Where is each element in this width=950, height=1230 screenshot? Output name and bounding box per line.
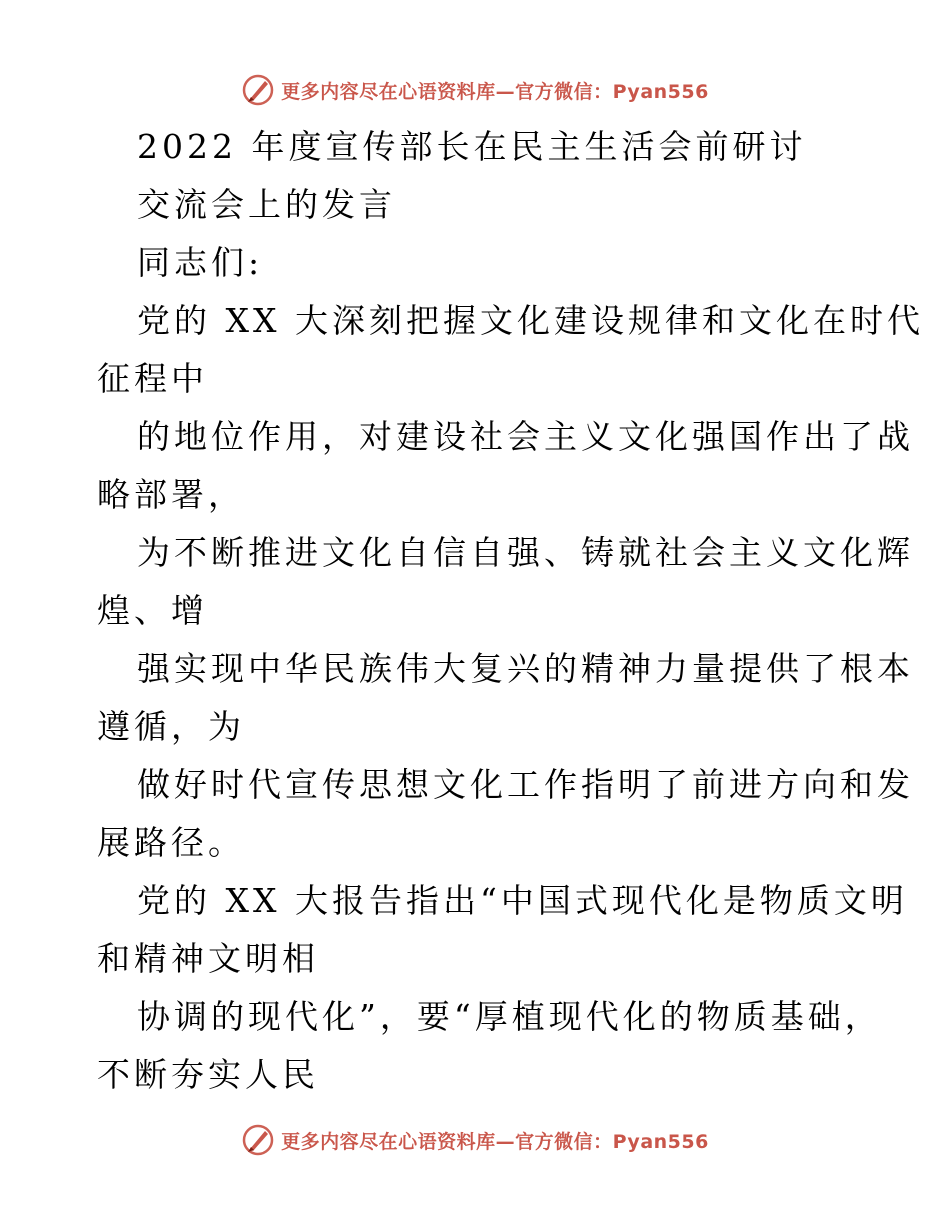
text-line: 强实现中华民族伟大复兴的精神力量提供了根本 [137, 649, 914, 688]
text-line: 2022 年度宣传部长在民主生活会前研讨 [137, 127, 807, 166]
watermark-banner-bottom [0, 1120, 950, 1160]
watermark-text: 更多内容尽在心语资料库—官方微信：Pyan556 [281, 1130, 709, 1153]
text-line: 为不断推进文化自信自强、铸就社会主义文化辉 [137, 533, 914, 572]
text-line: 交流会上的发言 [137, 185, 396, 224]
quill-logo-icon [241, 1123, 275, 1157]
text-line: 党的 XX 大深刻把握文化建设规律和文化在时代 [137, 301, 924, 340]
text-line: 征程中 [97, 359, 208, 398]
text-line: 协调的现代化”，要“厚植现代化的物质基础， [137, 997, 882, 1036]
text-line: 煌、增 [97, 591, 208, 630]
watermark-banner-top [0, 70, 950, 110]
text-line: 和精神文明相 [97, 939, 319, 978]
text-line: 的地位作用，对建设社会主义文化强国作出了战 [137, 417, 914, 456]
text-line: 不断夯实人民 [97, 1055, 319, 1094]
text-line: 做好时代宣传思想文化工作指明了前进方向和发 [137, 765, 914, 804]
quill-logo-icon [241, 73, 275, 107]
document-body [97, 118, 924, 1104]
text-line: 遵循，为 [97, 707, 245, 746]
text-line: 略部署， [97, 475, 245, 514]
text-line: 展路径。 [97, 823, 245, 862]
text-line: 同志们: [137, 243, 264, 282]
watermark-text: 更多内容尽在心语资料库—官方微信：Pyan556 [281, 80, 709, 103]
text-line: 党的 XX 大报告指出“中国式现代化是物质文明 [137, 881, 908, 920]
